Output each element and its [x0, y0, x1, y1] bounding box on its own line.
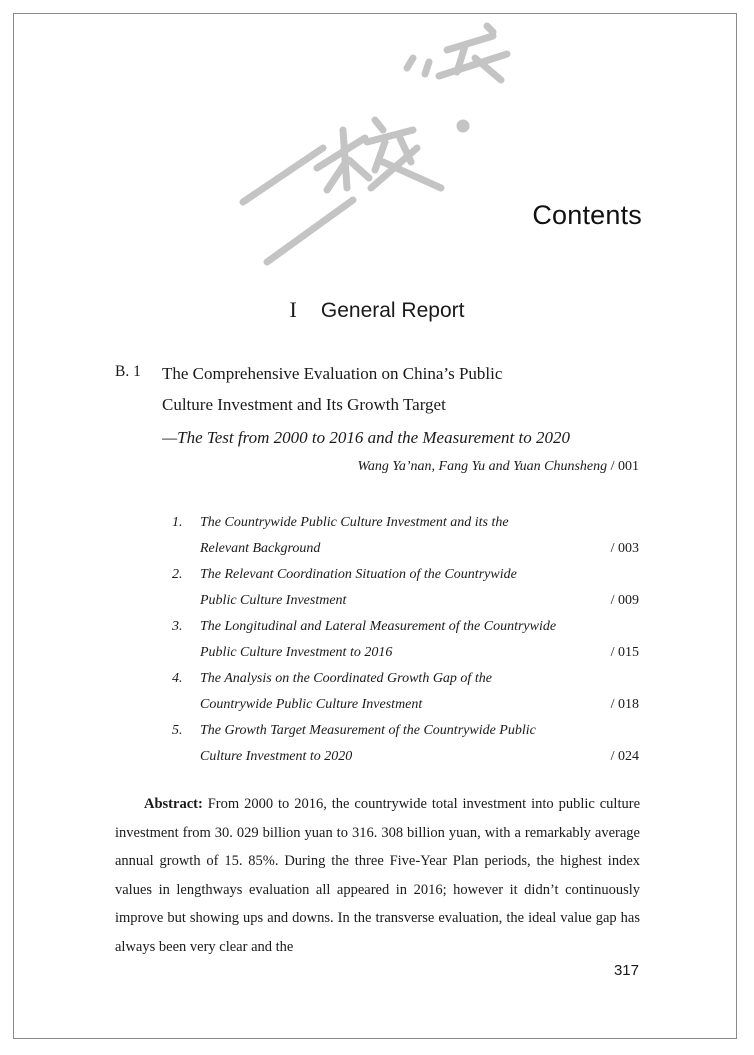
sub-item-title-line: The Longitudinal and Lateral Measurement of the Countrywide [200, 619, 557, 634]
sub-item-title-line: Culture Investment to 2020 [200, 749, 353, 764]
entry-page-ref[interactable]: / 001 [610, 459, 639, 474]
section-title: General Report [320, 299, 465, 322]
sub-item-title-line: The Countrywide Public Culture Investment and its the [200, 515, 509, 530]
page-number: 317 [613, 962, 639, 979]
sub-section-item[interactable] [172, 510, 639, 562]
entry-title-line[interactable]: The Comprehensive Evaluation on China’s Public [162, 364, 503, 383]
sub-item-number: 4. [172, 671, 183, 686]
abstract-text: From 2000 to 2016, the countrywide total investment into public culture investment from 30. 029 billion yuan to 316. 308 billion yuan, with a remarkably average annual growth of 15. 85%. During the three Five-Year Plan periods, the highest index values in lengthways evaluation all appeared in 2016; however it didn’t continuously improve but showing ups and downs. In the transverse evaluation, the ideal value gap has always been very clear and the [115, 796, 640, 955]
entry-title-line[interactable]: Culture Investment and Its Growth Target [162, 395, 446, 414]
sub-item-title-line: The Analysis on the Coordinated Growth Gap of the [200, 671, 492, 686]
sub-item-title-line: Public Culture Investment [200, 593, 347, 608]
sub-section-list [172, 510, 639, 770]
sub-item-page-ref[interactable]: / 018 [610, 697, 639, 712]
sub-item-title-line: Public Culture Investment to 2016 [200, 645, 393, 660]
sub-item-page-ref[interactable]: / 024 [610, 749, 639, 764]
sub-item-number: 1. [172, 515, 183, 530]
section-heading [0, 297, 754, 323]
sub-item-number: 3. [172, 619, 183, 634]
entry-code: B. 1 [115, 363, 141, 380]
sub-item-title-line: Relevant Background [200, 541, 321, 556]
entry-authors-line [358, 459, 639, 475]
sub-item-title-line: Countrywide Public Culture Investment [200, 697, 423, 712]
sub-section-item[interactable] [172, 718, 639, 770]
sub-item-page-ref[interactable]: / 015 [610, 645, 639, 660]
abstract-paragraph [115, 790, 640, 961]
section-numeral: I [289, 297, 297, 322]
sub-section-item[interactable] [172, 562, 639, 614]
sub-item-page-ref[interactable]: / 003 [610, 541, 639, 556]
entry-subtitle: —The Test from 2000 to 2016 and the Measurement to 2020 [162, 428, 570, 447]
sub-item-number: 2. [172, 567, 183, 582]
sub-item-page-ref[interactable]: / 009 [610, 593, 639, 608]
sub-item-number: 5. [172, 723, 183, 738]
abstract-label: Abstract: [144, 796, 203, 812]
sub-item-title-line: The Growth Target Measurement of the Countrywide Public [200, 723, 536, 738]
contents-title: Contents [532, 200, 642, 230]
sub-item-title-line: The Relevant Coordination Situation of the Countrywide [200, 567, 517, 582]
sub-section-item[interactable] [172, 614, 639, 666]
entry-authors: Wang Ya’nan, Fang Yu and Yuan Chunsheng [357, 459, 608, 474]
watermark-stamp [225, 20, 515, 270]
sub-section-item[interactable] [172, 666, 639, 718]
